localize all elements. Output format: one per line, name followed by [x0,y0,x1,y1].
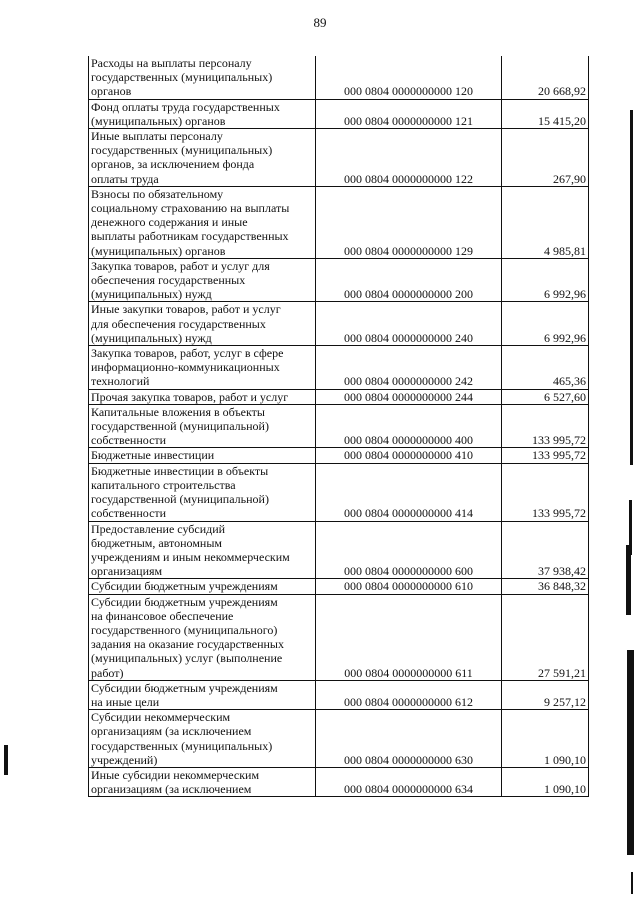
table-row [89,186,589,258]
row-code-cell: 000 0804 0000000000 634 [316,767,502,796]
table-row [89,99,589,128]
row-amount-cell: 133 995,72 [502,463,589,521]
table-row [89,389,589,404]
row-amount-cell: 1 090,10 [502,710,589,768]
row-amount-cell: 9 257,12 [502,680,589,709]
row-name-cell: Взносы по обязательному социальному страхованию на выплаты денежного содержания и иные выплаты работникам государственных (муниципальных) органов [89,186,316,258]
row-name-cell: Субсидии бюджетным учреждениям на финансовое обеспечение государственного (муниципального) задания на оказание государственных (муниципальных) услуг (выполнение работ) [89,594,316,680]
budget-table [88,56,589,797]
scan-edge-mark [630,110,633,465]
row-code-cell: 000 0804 0000000000 244 [316,389,502,404]
row-code-cell: 000 0804 0000000000 612 [316,680,502,709]
budget-table-body [89,56,589,797]
row-name-cell: Бюджетные инвестиции в объекты капитального строительства государственной (муниципальной) собственности [89,463,316,521]
table-row [89,579,589,594]
table-row [89,258,589,302]
row-amount-cell: 1 090,10 [502,767,589,796]
row-code-cell: 000 0804 0000000000 129 [316,186,502,258]
row-name-cell: Бюджетные инвестиции [89,448,316,463]
row-name-cell: Субсидии бюджетным учреждениям [89,579,316,594]
row-amount-cell: 6 992,96 [502,258,589,302]
table-row [89,302,589,346]
row-name-cell: Иные субсидии некоммерческим организациям (за исключением [89,767,316,796]
row-amount-cell: 36 848,32 [502,579,589,594]
row-amount-cell: 37 938,42 [502,521,589,579]
row-code-cell: 000 0804 0000000000 400 [316,404,502,448]
row-name-cell: Иные закупки товаров, работ и услуг для обеспечения государственных (муниципальных) нужд [89,302,316,346]
row-code-cell: 000 0804 0000000000 414 [316,463,502,521]
scan-edge-mark [631,872,633,894]
table-row [89,594,589,680]
row-name-cell: Иные выплаты персоналу государственных (муниципальных) органов, за исключением фонда оплаты труда [89,129,316,187]
row-code-cell: 000 0804 0000000000 120 [316,56,502,99]
table-row [89,346,589,390]
table-row [89,680,589,709]
row-amount-cell: 133 995,72 [502,448,589,463]
row-name-cell: Предоставление субсидий бюджетным, автономным учреждениям и иным некоммерческим организациям [89,521,316,579]
row-name-cell: Закупка товаров, работ и услуг для обеспечения государственных (муниципальных) нужд [89,258,316,302]
table-row [89,448,589,463]
scan-edge-mark [626,545,631,615]
row-name-cell: Субсидии бюджетным учреждениям на иные цели [89,680,316,709]
row-amount-cell: 27 591,21 [502,594,589,680]
row-code-cell: 000 0804 0000000000 240 [316,302,502,346]
scan-edge-mark [4,745,8,775]
row-amount-cell: 6 527,60 [502,389,589,404]
row-code-cell: 000 0804 0000000000 410 [316,448,502,463]
row-code-cell: 000 0804 0000000000 242 [316,346,502,390]
row-amount-cell: 15 415,20 [502,99,589,128]
row-name-cell: Капитальные вложения в объекты государственной (муниципальной) собственности [89,404,316,448]
row-name-cell: Закупка товаров, работ, услуг в сфере информационно-коммуникационных технологий [89,346,316,390]
page-number: 89 [313,15,327,30]
table-row [89,521,589,579]
row-code-cell: 000 0804 0000000000 121 [316,99,502,128]
row-code-cell: 000 0804 0000000000 630 [316,710,502,768]
table-row [89,129,589,187]
row-amount-cell: 4 985,81 [502,186,589,258]
row-amount-cell: 133 995,72 [502,404,589,448]
row-name-cell: Расходы на выплаты персоналу государственных (муниципальных) органов [89,56,316,99]
row-code-cell: 000 0804 0000000000 122 [316,129,502,187]
row-amount-cell: 6 992,96 [502,302,589,346]
scan-edge-mark [627,650,634,855]
row-amount-cell: 267,90 [502,129,589,187]
row-code-cell: 000 0804 0000000000 610 [316,579,502,594]
table-row [89,56,589,99]
row-name-cell: Субсидии некоммерческим организациям (за исключением государственных (муниципальных) учреждений) [89,710,316,768]
row-amount-cell: 465,36 [502,346,589,390]
table-row [89,710,589,768]
row-amount-cell: 20 668,92 [502,56,589,99]
row-name-cell: Прочая закупка товаров, работ и услуг [89,389,316,404]
row-name-cell: Фонд оплаты труда государственных (муниципальных) органов [89,99,316,128]
table-row [89,767,589,796]
table-row [89,404,589,448]
row-code-cell: 000 0804 0000000000 600 [316,521,502,579]
table-row [89,463,589,521]
row-code-cell: 000 0804 0000000000 200 [316,258,502,302]
row-code-cell: 000 0804 0000000000 611 [316,594,502,680]
